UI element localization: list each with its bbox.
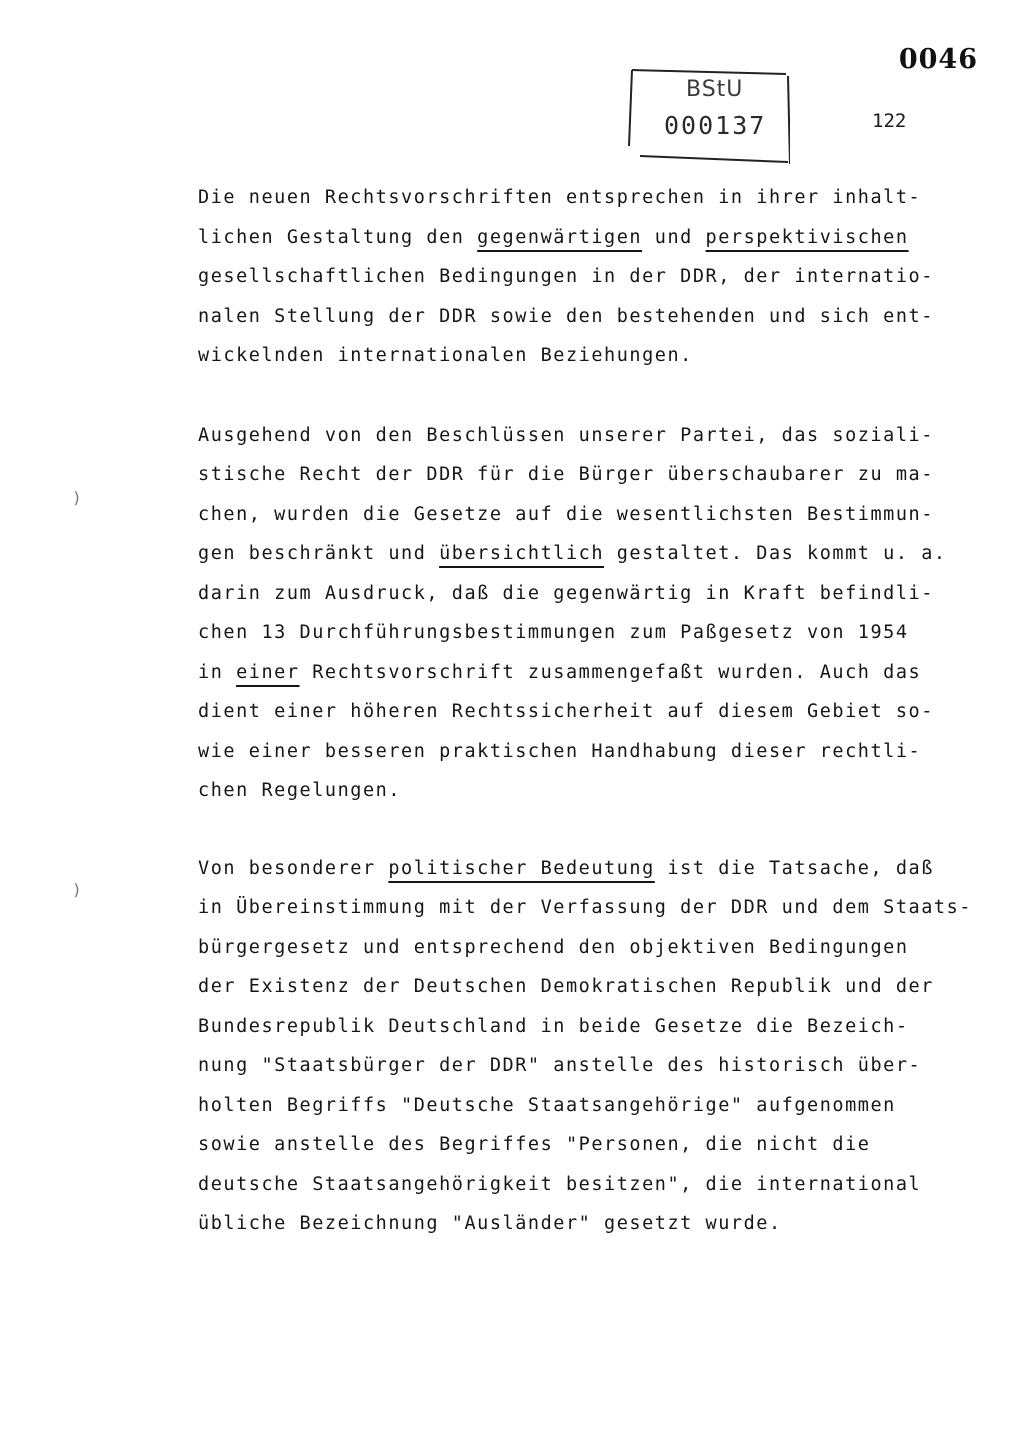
text-line xyxy=(198,1125,958,1165)
text-line xyxy=(198,455,958,495)
archive-stamp xyxy=(628,66,790,164)
text-line xyxy=(198,178,958,218)
text-line xyxy=(198,1007,958,1047)
text-line xyxy=(198,297,958,337)
underlined-phrase: gegenwärtigen xyxy=(477,226,643,248)
text-line xyxy=(198,416,958,456)
paragraph-gap xyxy=(198,811,958,849)
text-run: Rechtsvorschrift zusammengefaßt wurden. Auch das xyxy=(299,661,922,683)
text-line xyxy=(198,771,958,811)
text-run: gen beschränkt und xyxy=(198,543,440,564)
text-line xyxy=(198,534,958,574)
text-line xyxy=(198,257,958,297)
underlined-phrase: einer xyxy=(236,661,300,683)
text-run: übliche Bezeichnung "Ausländer" gesetzt wurde. xyxy=(198,1213,782,1234)
margin-mark: ) xyxy=(72,488,82,507)
text-run: chen Regelungen. xyxy=(198,780,402,801)
text-run: Von besonderer xyxy=(198,857,389,879)
text-line xyxy=(198,692,958,732)
paragraph xyxy=(198,849,972,1244)
text-run: chen 13 Durchführungsbestimmungen zum Paßgesetz von 1954 xyxy=(198,622,909,643)
text-line xyxy=(198,888,972,928)
text-run: Bundesrepublik Deutschland in beide Gesetze die Bezeich- xyxy=(198,1015,909,1037)
text-run: der Existenz der Deutschen Demokratischen Republik und der xyxy=(198,976,934,997)
text-run: dient einer höheren Rechtssicherheit auf diesem Gebiet so- xyxy=(198,701,934,722)
text-line xyxy=(198,495,958,535)
text-run: und xyxy=(642,226,706,248)
text-run: darin zum Ausdruck, daß die gegenwärtig in Kraft befindli- xyxy=(198,582,934,604)
folio-number: 0046 xyxy=(898,44,978,75)
text-line xyxy=(198,336,958,376)
text-line xyxy=(198,1165,958,1205)
body-text xyxy=(198,178,972,1244)
text-run: bürgergesetz und entsprechend den objektiven Bedingungen xyxy=(198,936,909,958)
text-run: deutsche Staatsangehörigkeit besitzen", die international xyxy=(198,1173,922,1195)
text-run: Die neuen Rechtsvorschriften entsprechen in ihrer inhalt- xyxy=(198,187,922,208)
text-run: chen, wurden die Gesetze auf die wesentlichsten Bestimmun- xyxy=(198,503,934,525)
page-number: 122 xyxy=(872,110,907,132)
text-line xyxy=(198,967,958,1007)
text-line xyxy=(198,653,958,693)
paragraph xyxy=(198,416,958,811)
text-line xyxy=(198,928,958,968)
text-line xyxy=(198,849,958,889)
paragraph xyxy=(198,178,958,376)
underlined-phrase: politischer Bedeutung xyxy=(388,857,655,879)
text-run: lichen Gestaltung den xyxy=(198,226,478,248)
text-run: in Übereinstimmung mit der Verfassung der DDR und dem Staats- xyxy=(198,897,972,918)
text-line xyxy=(198,1046,958,1086)
text-run: nung "Staatsbürger der DDR" anstelle des historisch über- xyxy=(198,1055,922,1076)
text-run: gestaltet. Das kommt u. a. xyxy=(604,543,947,564)
text-line xyxy=(198,218,958,258)
text-run: Ausgehend von den Beschlüssen unserer Partei, das soziali- xyxy=(198,424,934,446)
text-line xyxy=(198,1204,958,1244)
text-run: wickelnden internationalen Beziehungen. xyxy=(198,345,693,366)
text-run: holten Begriffs "Deutsche Staatsangehörige" aufgenommen xyxy=(198,1094,896,1116)
text-line xyxy=(198,732,958,772)
margin-mark: ) xyxy=(72,880,82,899)
paragraph-gap xyxy=(198,376,958,416)
underlined-phrase: perspektivischen xyxy=(705,226,909,248)
stamp-number: 000137 xyxy=(664,111,767,140)
text-run: stische Recht der DDR für die Bürger überschaubarer zu ma- xyxy=(198,464,934,485)
text-run: gesellschaftlichen Bedingungen in der DDR, der internatio- xyxy=(198,266,934,287)
text-line xyxy=(198,613,958,653)
text-run: in xyxy=(198,661,237,683)
stamp-org: BStU xyxy=(686,77,744,102)
text-run: nalen Stellung der DDR sowie den bestehenden und sich ent- xyxy=(198,305,934,327)
underlined-phrase: übersichtlich xyxy=(439,543,605,564)
text-run: sowie anstelle des Begriffes "Personen, die nicht die xyxy=(198,1134,871,1155)
text-run: ist die Tatsache, daß xyxy=(654,857,934,879)
text-line xyxy=(198,1086,958,1126)
text-line xyxy=(198,574,958,614)
text-run: wie einer besseren praktischen Handhabung dieser rechtli- xyxy=(198,740,922,762)
